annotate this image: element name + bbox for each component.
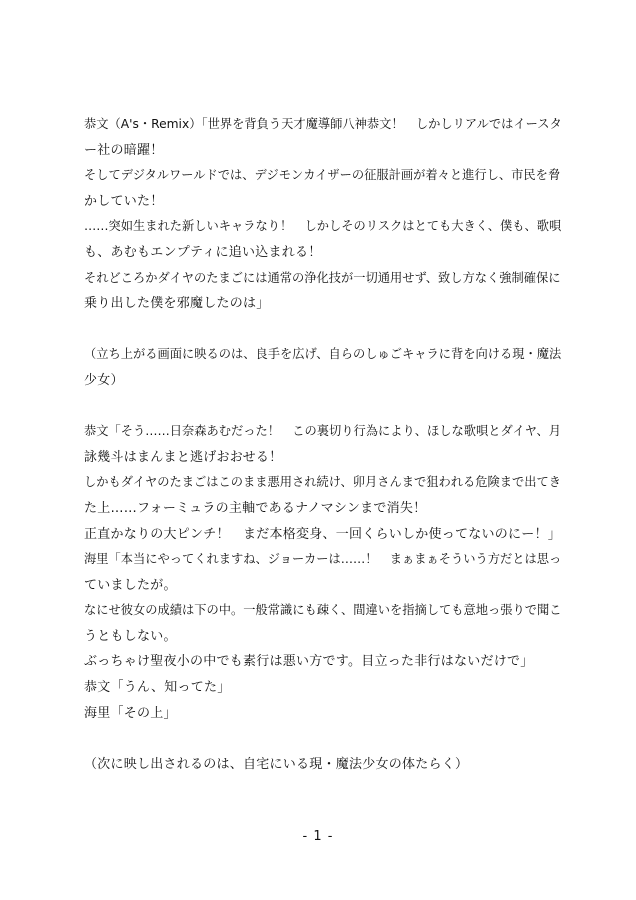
text-line: た上……フォーミュラの主軸であるナノマシンまで消失！ <box>84 500 427 516</box>
text-line: 海里「本当にやってくれますね、ジョーカーは……！ まぁまぁそういう方だとは思っ <box>84 552 562 567</box>
text-line: うともしない。 <box>84 628 177 644</box>
text-line: も、あむもエンプティに追い込まれる！ <box>84 244 322 260</box>
text-line: ぶっちゃけ聖夜小の中でも素行は悪い方です。目立った非行はないだけで」 <box>84 654 534 670</box>
text-line: かしていた！ <box>84 193 164 209</box>
text-line: ー社の暗躍！ <box>84 142 164 158</box>
text-line: 恭文「そう……日奈森あむだった！ この裏切り行為により、ほしな歌唄とダイヤ、月 <box>84 424 562 439</box>
text-line: 詠幾斗はまんまと逃げおおせる！ <box>84 449 283 465</box>
blank-line <box>84 317 562 343</box>
text-line: （立ち上がる画面に映るのは、良手を広げ、自らのしゅごキャラに背を向ける現・魔法 <box>84 347 562 362</box>
text-line: 少女） <box>84 372 124 388</box>
text-line: ……突如生まれた新しいキャラなり！ しかしそのリスクはとても大きく、僕も、歌唄 <box>84 219 562 234</box>
blank-line <box>84 394 562 420</box>
text-line: そしてデジタルワールドでは、デジモンカイザーの征服計画が着々と進行し、市民を脅 <box>84 168 561 183</box>
text-line: それどころかダイヤのたまごには通常の浄化技が一切通用せず、致し方なく強制確保に <box>84 270 561 285</box>
page-number: - 1 - <box>302 829 334 844</box>
text-line: （次に映し出されるのは、自宅にいる現・魔法少女の体たらく） <box>84 756 469 772</box>
blank-line <box>84 726 562 752</box>
text-line: 海里「その上」 <box>84 705 177 721</box>
text-line: ていましたが。 <box>84 577 177 593</box>
text-line: 乗り出した僕を邪魔したのは」 <box>84 296 270 312</box>
text-line: しかもダイヤのたまごはこのまま悪用され続け、卯月さんまで狙われる危険まで出てき <box>84 475 562 490</box>
text-line: 正直かなりの大ピンチ！ まだ本格変身、一回くらいしか使ってないのにー！」 <box>84 526 562 542</box>
text-line: なにせ彼女の成績は下の中。一般常識にも疎く、間違いを指摘しても意地っ張りで聞こ <box>84 603 562 618</box>
text-line: 恭文（A's・Remix）「世界を背負う天才魔導師八神恭文！ しかしリアルではイースタ <box>84 117 562 131</box>
document-body <box>84 112 562 777</box>
text-line: 恭文「うん、知ってた」 <box>84 680 231 696</box>
